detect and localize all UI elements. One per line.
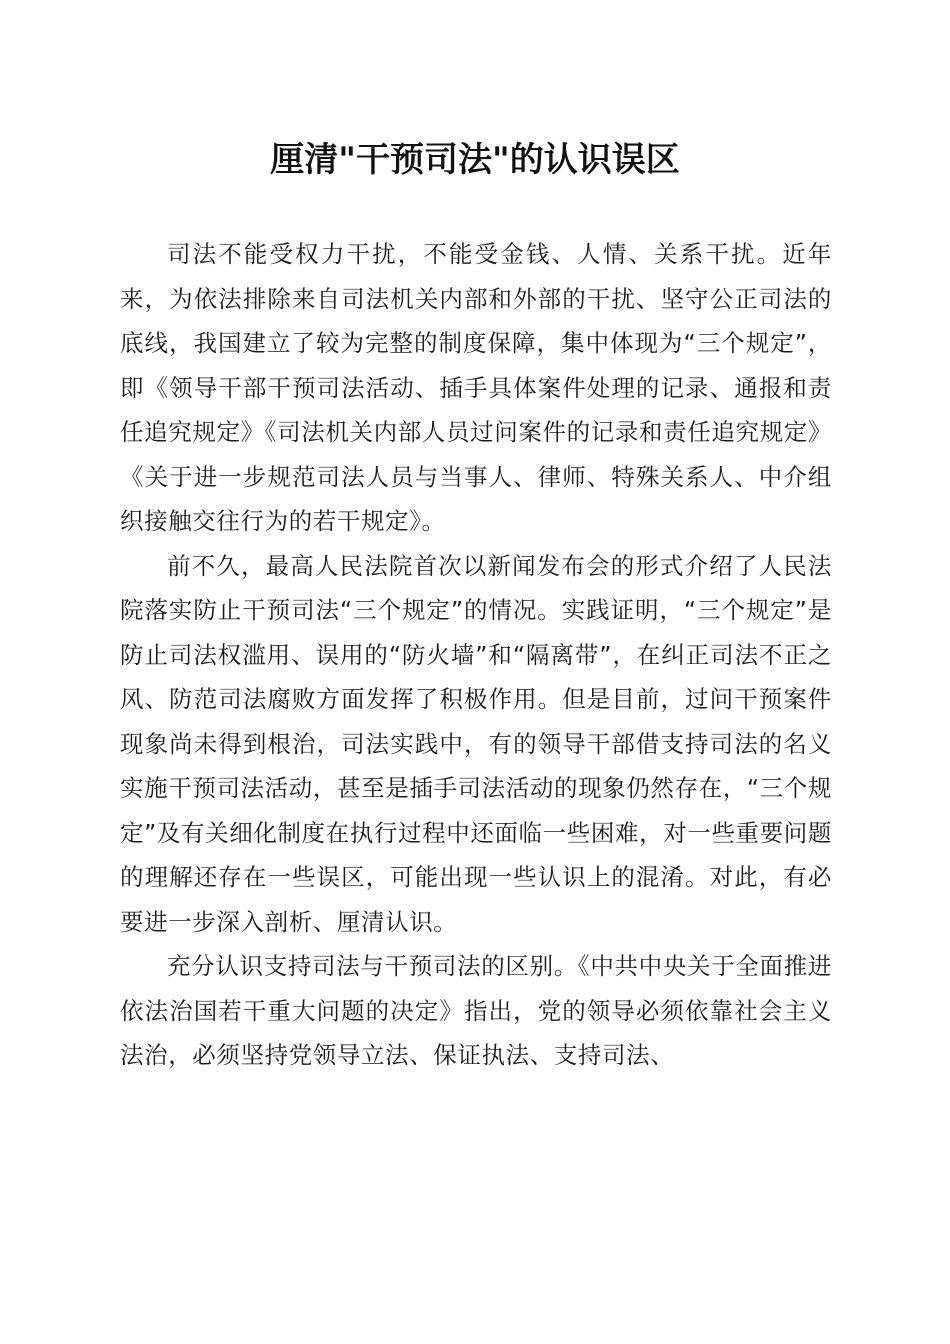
- paragraph-2: 前不久，最高人民法院首次以新闻发布会的形式介绍了人民法院落实防止干预司法“三个规定”的情况。实践证明，“三个规定”是防止司法权滥用、误用的“防火墙”和“隔离带”，在纠正司法不正之风、防范司法腐败方面发挥了积极作用。但是目前，过问干预案件现象尚未得到根治，司法实践中，有的领导干部借支持司法的名义实施干预司法活动，甚至是插手司法活动的现象仍然存在，“三个规定”及有关细化制度在执行过程中还面临一些困难，对一些重要问题的理解还存在一些误区，可能出现一些认识上的混淆。对此，有必要进一步深入剖析、厘清认识。: [120, 551, 832, 936]
- document-title: 厘清"干预司法"的认识误区: [270, 140, 680, 180]
- paragraph-3: 充分认识支持司法与干预司法的区别。《中共中央关于全面推进依法治国若干重大问题的决定》指出，党的领导必须依靠社会主义法治，必须坚持党领导立法、保证执法、支持司法、: [120, 952, 832, 1069]
- document-body: [120, 232, 832, 1078]
- paragraph-1: 司法不能受权力干扰，不能受金钱、人情、关系干扰。近年来，为依法排除来自司法机关内部和外部的干扰、坚守公正司法的底线，我国建立了较为完整的制度保障，集中体现为“三个规定”，即《领导干部干预司法活动、插手具体案件处理的记录、通报和责任追究规定》《司法机关内部人员过问案件的记录和责任追究规定》《关于进一步规范司法人员与当事人、律师、特殊关系人、中介组织接触交往行为的若干规定》。: [120, 240, 832, 535]
